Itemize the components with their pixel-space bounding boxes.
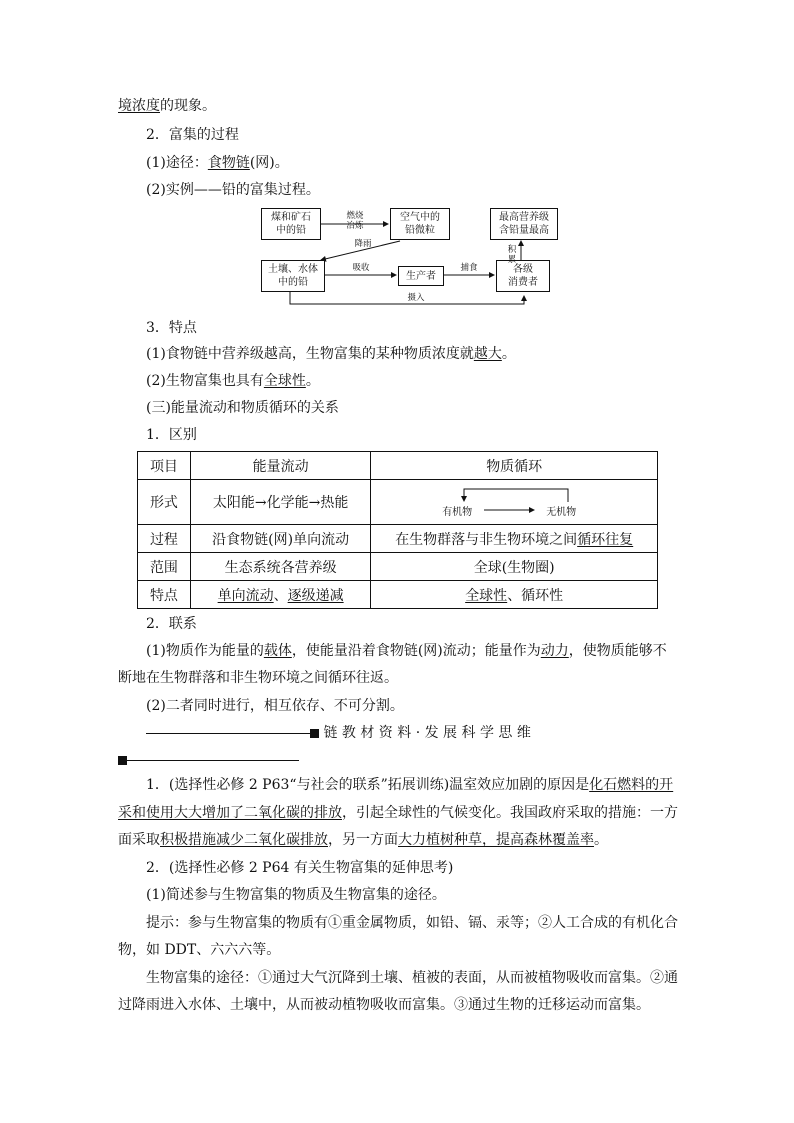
section-heading: 1．区别 [146,427,197,443]
producer-box: 生产者 [398,266,444,286]
text-line: 采和使用大大增加了二氧化碳的排放，引起全球性的气候变化。我国政府采取的措施：一方 [118,805,678,821]
table-cell: 在生物群落与非生物环境之间循环往复 [371,525,658,553]
banner-tail [118,750,299,770]
table-row [138,553,658,581]
text-line: (1)物质作为能量的载体，使能量沿着食物链(网)流动；能量作为动力，使物质能够不 [146,643,667,659]
rain-label: 降雨 [354,239,372,249]
section-heading: 2．富集的过程 [146,127,239,143]
absorb-label: 吸收 [352,263,370,273]
table-row [138,480,658,525]
text-line: 面采取积极措施减少二氧化碳排放，另一方面大力植树种草，提高森林覆盖率。 [118,832,608,848]
soil-water-lead-box: 土壤、水体 中的铅 [261,260,325,292]
text-line: 断地在生物群落和非生物环境之间循环往返。 [118,670,398,686]
table-cell: 单向流动、逐级递减 [190,581,371,609]
banner-rule [146,733,310,734]
text-line: (1)食物链中营养级越高，生物富集的某种物质浓度就越大。 [146,346,516,362]
text-line: (1)途径：食物链(网)。 [146,155,289,171]
text-line: 生物富集的途径：①通过大气沉降到土壤、植被的表面，从而被植物吸收而富集。②通 [146,970,678,986]
text-line: 提示：参与生物富集的物质有①重金属物质，如铅、镉、汞等；②人工合成的有机化合 [146,915,678,931]
text-line: 2．(选择性必修 2 P64 有关生物富集的延伸思考) [146,860,454,876]
text-line: (1)简述参与生物富集的物质及生物富集的途径。 [146,887,446,903]
cycle-diagram [434,484,594,520]
airborne-lead-box: 空气中的 铅微粒 [390,208,450,240]
prey-label: 捕食 [460,263,478,273]
table-cell: 沿食物链(网)单向流动 [190,525,371,553]
banner-rule [127,760,299,761]
text-line: (2)生物富集也具有全球性。 [146,373,320,389]
table-cell: 生态系统各营养级 [190,553,371,581]
top-trophic-level-box: 最高营养级 含铅量最高 [490,208,558,240]
table-header: 物质循环 [371,452,658,480]
square-bullet-icon [310,729,319,738]
table-cell: 形式 [138,480,191,525]
lead-enrichment-diagram [258,205,563,307]
text-line: (2)实例——铅的富集过程。 [146,182,320,198]
intake-label: 摄入 [407,293,425,303]
organic-matter-label: 有机物 [442,507,473,518]
table-header: 项目 [138,452,191,480]
burn-smelt-label: 燃烧 冶炼 [346,211,364,231]
coal-ore-lead-box: 煤和矿石 中的铅 [261,208,321,240]
table-row [138,581,658,609]
table-header: 能量流动 [190,452,371,480]
consumer-box: 各级 消费者 [496,260,550,292]
table-cell: 范围 [138,553,191,581]
table-cell: 过程 [138,525,191,553]
table-cell: 太阳能→化学能→热能 [190,480,371,525]
square-bullet-icon [118,756,127,765]
section-heading: 3．特点 [146,320,197,336]
table-cell [371,480,658,525]
table-cell: 全球性、循环性 [371,581,658,609]
section-heading: 2．联系 [146,616,197,632]
table-cell: 全球(生物圈) [371,553,658,581]
table-header-row [138,452,658,480]
text-line: 物，如 DDT、六六六等。 [118,942,281,958]
comparison-table [137,451,658,609]
text-line: 过降雨进入水体、土壤中，从而被动植物吸收而富集。③通过生物的迁移运动而富集。 [118,997,650,1013]
table-cell: 特点 [138,581,191,609]
text-line: 1．(选择性必修 2 P63“与社会的联系”拓展训练)温室效应加剧的原因是化石燃料的开 [146,777,674,793]
section-heading: (三)能量流动和物质循环的关系 [146,400,339,416]
table-row [138,525,658,553]
accumulate-label: 积 累 [507,245,517,265]
section-banner: 链 教 材 资 料 · 发 展 科 学 思 维 [146,723,531,743]
text-line: 境浓度的现象。 [118,98,216,114]
text-line: (2)二者同时进行，相互依存、不可分割。 [146,698,404,714]
inorganic-matter-label: 无机物 [546,507,577,518]
